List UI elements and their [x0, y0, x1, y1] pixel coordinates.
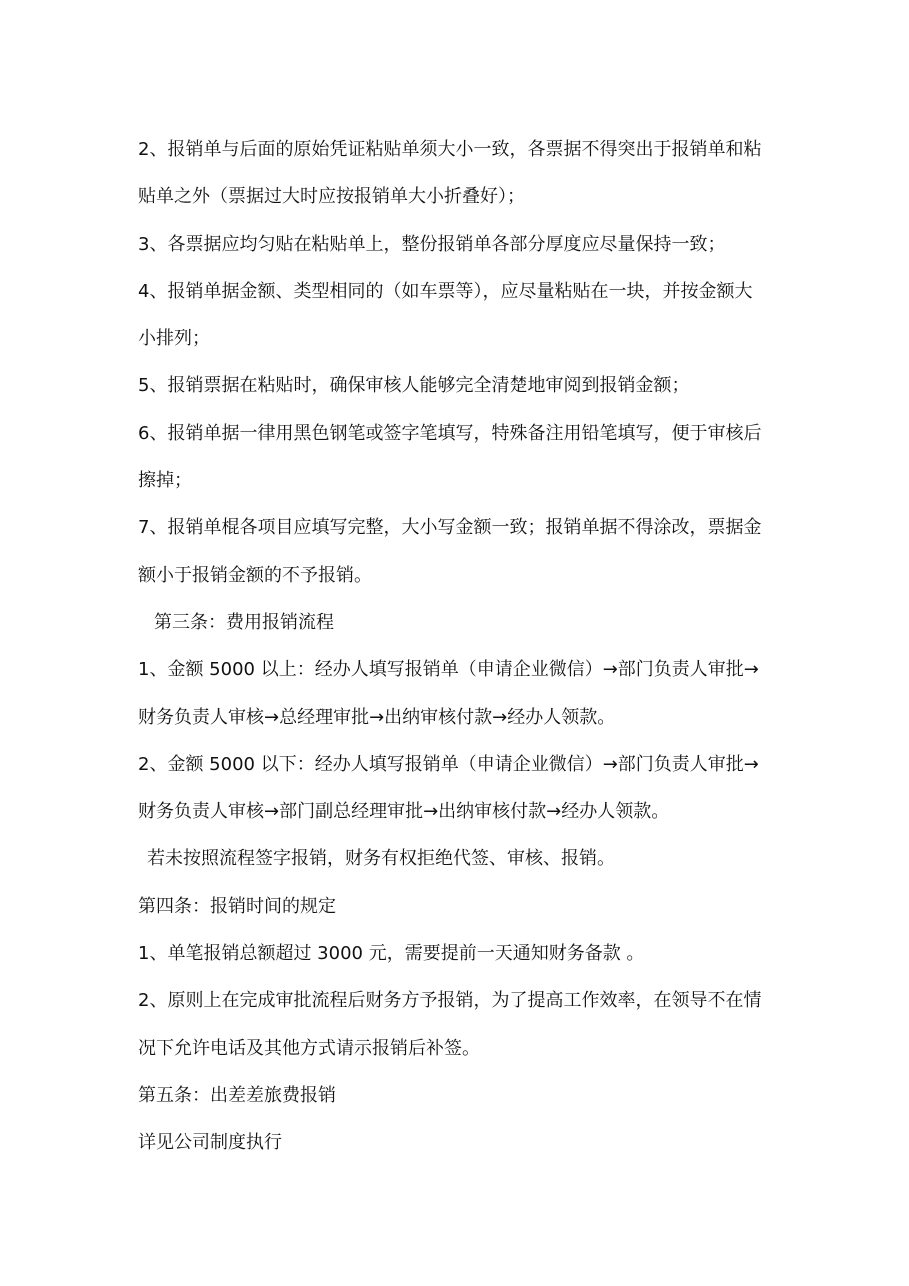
- text-line: 6、报销单据一律用黑色钢笔或签字笔填写，特殊备注用铅笔填写，便于审核后: [138, 422, 762, 444]
- text-line: 4、报销单据金额、类型相同的（如车票等），应尽量粘贴在一块，并按金额大: [138, 280, 753, 302]
- text-line: 额小于报销金额的不予报销。: [138, 564, 372, 586]
- text-line: 3、各票据应均匀贴在粘贴单上，整份报销单各部分厚度应尽量保持一致；: [138, 233, 726, 255]
- text-line: 况下允许电话及其他方式请示报销后补签。: [138, 1037, 480, 1059]
- section-heading: 第四条：报销时间的规定: [138, 895, 336, 917]
- text-line: 小排列；: [138, 328, 210, 350]
- document-body: [138, 126, 778, 1167]
- text-line: 7、报销单棍各项目应填写完整，大小写金额一致；报销单据不得涂改，票据金: [138, 517, 762, 539]
- text-line: 1、金额 5000 以上：经办人填写报销单（申请企业微信）→部门负责人审批→: [138, 659, 759, 681]
- text-line: 5、报销票据在粘贴时，确保审核人能够完全清楚地审阅到报销金额；: [138, 375, 690, 397]
- text-line: 1、单笔报销总额超过 3000 元，需要提前一天通知财务备款 。: [138, 943, 645, 965]
- section-heading: 第三条：费用报销流程: [154, 611, 334, 633]
- text-line: 若未按照流程签字报销，财务有权拒绝代签、审核、报销。: [147, 848, 615, 870]
- text-line: 财务负责人审核→部门副总经理审批→出纳审核付款→经办人领款。: [138, 801, 670, 823]
- text-line: 财务负责人审核→总经理审批→出纳审核付款→经办人领款。: [138, 706, 616, 728]
- text-line: 贴单之外（票据过大时应按报销单大小折叠好）；: [138, 186, 525, 208]
- text-line: 2、原则上在完成审批流程后财务方予报销，为了提高工作效率，在领导不在情: [138, 990, 762, 1012]
- text-line: 详见公司制度执行: [138, 1132, 282, 1154]
- text-line: 擦掉；: [138, 470, 192, 492]
- section-heading: 第五条：出差差旅费报销: [138, 1084, 336, 1106]
- text-line: 2、金额 5000 以下：经办人填写报销单（申请企业微信）→部门负责人审批→: [138, 753, 759, 775]
- text-line: 2、报销单与后面的原始凭证粘贴单须大小一致，各票据不得突出于报销单和粘: [138, 139, 762, 160]
